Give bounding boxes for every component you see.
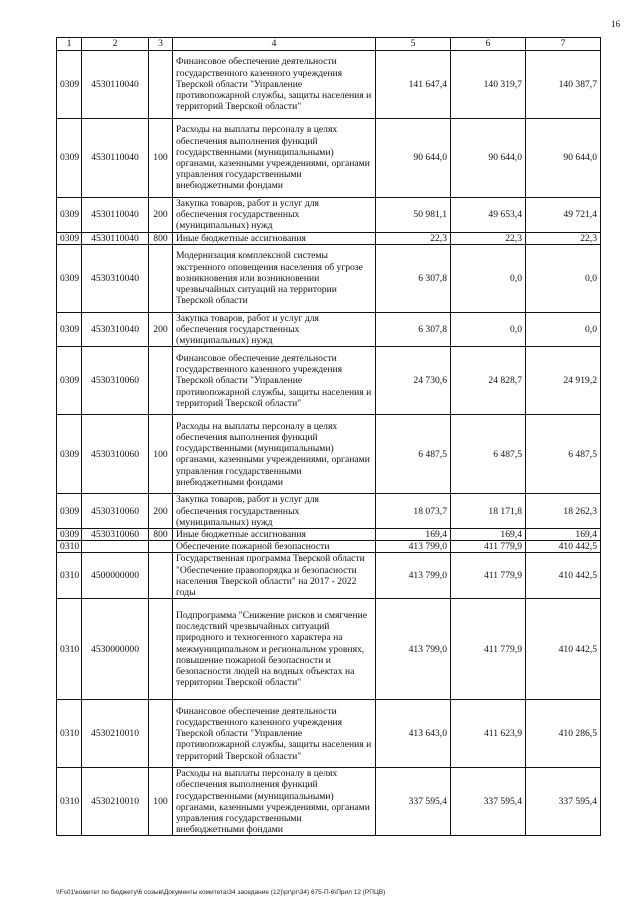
row-value-col7: 18 262,3 [526, 494, 601, 529]
header-col-5: 5 [376, 38, 451, 51]
table-header-row [57, 38, 601, 51]
table-row [57, 529, 601, 541]
row-expense-type: 800 [149, 529, 173, 541]
row-value-col7: 49 721,4 [526, 198, 601, 233]
row-value-col6: 0,0 [451, 312, 526, 347]
row-target-code: 4530110040 [82, 232, 149, 244]
row-section-code: 0310 [57, 599, 82, 700]
row-value-col7: 169,4 [526, 529, 601, 541]
row-value-col6: 169,4 [451, 529, 526, 541]
row-target-code [82, 541, 149, 553]
row-section-code: 0309 [57, 119, 82, 198]
row-value-col5: 169,4 [376, 529, 451, 541]
row-value-col6: 140 319,7 [451, 51, 526, 119]
row-target-code: 4530310040 [82, 312, 149, 347]
row-value-col5: 90 644,0 [376, 119, 451, 198]
row-section-code: 0310 [57, 553, 82, 599]
table-row [57, 347, 601, 415]
row-target-code: 4530310060 [82, 347, 149, 415]
header-col-3: 3 [149, 38, 173, 51]
table-row [57, 768, 601, 836]
row-value-col6: 0,0 [451, 244, 526, 312]
row-value-col6: 337 595,4 [451, 768, 526, 836]
row-expense-type [149, 700, 173, 768]
row-target-code: 4530000000 [82, 599, 149, 700]
row-description: Обеспечение пожарной безопасности [173, 541, 376, 553]
row-description: Модернизация комплексной системы экстренного оповещения населения об угрозе возникновения или возникновении чрезвычайных ситуаций на территории Тверской области [173, 244, 376, 312]
row-section-code: 0309 [57, 494, 82, 529]
budget-table [56, 37, 601, 836]
row-value-col7: 24 919,2 [526, 347, 601, 415]
row-value-col6: 18 171,8 [451, 494, 526, 529]
row-expense-type: 200 [149, 494, 173, 529]
row-value-col5: 337 595,4 [376, 768, 451, 836]
row-section-code: 0309 [57, 198, 82, 233]
row-expense-type [149, 599, 173, 700]
row-value-col5: 413 643,0 [376, 700, 451, 768]
row-value-col5: 24 730,6 [376, 347, 451, 415]
row-value-col7: 337 595,4 [526, 768, 601, 836]
row-value-col5: 413 799,0 [376, 541, 451, 553]
row-expense-type [149, 244, 173, 312]
row-target-code: 4530310060 [82, 415, 149, 494]
table-row [57, 415, 601, 494]
page-number: 16 [611, 19, 620, 29]
row-value-col5: 413 799,0 [376, 553, 451, 599]
row-value-col5: 6 487,5 [376, 415, 451, 494]
row-description: Расходы на выплаты персоналу в целях обеспечения выполнения функций государственными (муниципальными) органами, казенными учреждениями, органами управления государственными внебюджетными фондами [173, 119, 376, 198]
table-row [57, 198, 601, 233]
table-row [57, 232, 601, 244]
row-description: Закупка товаров, работ и услуг для обеспечения государственных (муниципальных) нужд [173, 312, 376, 347]
row-value-col5: 6 307,8 [376, 312, 451, 347]
row-value-col6: 22,3 [451, 232, 526, 244]
header-col-1: 1 [57, 38, 82, 51]
header-col-2: 2 [82, 38, 149, 51]
row-section-code: 0309 [57, 232, 82, 244]
row-value-col7: 410 442,5 [526, 541, 601, 553]
table-row [57, 312, 601, 347]
row-section-code: 0310 [57, 700, 82, 768]
row-description: Государственная программа Тверской области "Обеспечение правопорядка и безопасности населения Тверской области" на 2017 - 2022 годы [173, 553, 376, 599]
row-expense-type [149, 51, 173, 119]
row-section-code: 0309 [57, 51, 82, 119]
row-expense-type [149, 553, 173, 599]
row-target-code: 4500000000 [82, 553, 149, 599]
row-expense-type: 100 [149, 415, 173, 494]
row-description: Закупка товаров, работ и услуг для обеспечения государственных (муниципальных) нужд [173, 494, 376, 529]
row-target-code: 4530110040 [82, 51, 149, 119]
row-section-code: 0309 [57, 415, 82, 494]
row-section-code: 0309 [57, 529, 82, 541]
row-section-code: 0309 [57, 244, 82, 312]
row-description: Закупка товаров, работ и услуг для обеспечения государственных (муниципальных) нужд [173, 198, 376, 233]
header-col-7: 7 [526, 38, 601, 51]
row-value-col6: 90 644,0 [451, 119, 526, 198]
row-value-col6: 49 653,4 [451, 198, 526, 233]
row-value-col7: 140 387,7 [526, 51, 601, 119]
row-target-code: 4530110040 [82, 198, 149, 233]
row-value-col7: 410 442,5 [526, 599, 601, 700]
row-value-col7: 6 487,5 [526, 415, 601, 494]
row-target-code: 4530210010 [82, 768, 149, 836]
row-value-col6: 411 779,9 [451, 599, 526, 700]
row-value-col6: 24 828,7 [451, 347, 526, 415]
row-expense-type: 100 [149, 768, 173, 836]
table-row [57, 119, 601, 198]
row-description: Подпрограмма "Снижение рисков и смягчение последствий чрезвычайных ситуаций природного и техногенного характера на межмуниципальном и региональном уровнях, повышение пожарной безопасности и безопасности людей на водных объектах на территории Тверской области" [173, 599, 376, 700]
row-expense-type: 100 [149, 119, 173, 198]
row-description: Иные бюджетные ассигнования [173, 232, 376, 244]
row-value-col6: 411 623,9 [451, 700, 526, 768]
row-expense-type: 200 [149, 312, 173, 347]
row-value-col5: 50 981,1 [376, 198, 451, 233]
row-target-code: 4530210010 [82, 700, 149, 768]
row-value-col5: 413 799,0 [376, 599, 451, 700]
table-row [57, 494, 601, 529]
header-col-4: 4 [173, 38, 376, 51]
row-value-col5: 22,3 [376, 232, 451, 244]
row-value-col7: 410 286,5 [526, 700, 601, 768]
row-value-col6: 6 487,5 [451, 415, 526, 494]
table-row [57, 541, 601, 553]
row-expense-type [149, 541, 173, 553]
row-description: Расходы на выплаты персоналу в целях обеспечения выполнения функций государственными (муниципальными) органами, казенными учреждениями, органами управления государственными внебюджетными фондами [173, 415, 376, 494]
row-target-code: 4530310040 [82, 244, 149, 312]
row-value-col5: 18 073,7 [376, 494, 451, 529]
table-row [57, 700, 601, 768]
row-section-code: 0309 [57, 312, 82, 347]
table-row [57, 599, 601, 700]
row-value-col7: 0,0 [526, 244, 601, 312]
row-expense-type: 800 [149, 232, 173, 244]
row-description: Финансовое обеспечение деятельности государственного казенного учреждения Тверской области "Управление противопожарной службы, защиты населения и территорий Тверской области" [173, 51, 376, 119]
row-description: Расходы на выплаты персоналу в целях обеспечения выполнения функций государственными (муниципальными) органами, казенными учреждениями, органами управления государственными внебюджетными фондами [173, 768, 376, 836]
row-expense-type [149, 347, 173, 415]
row-description: Иные бюджетные ассигнования [173, 529, 376, 541]
row-section-code: 0310 [57, 768, 82, 836]
row-value-col7: 0,0 [526, 312, 601, 347]
file-path-footer: \\Fs01\комитет по бюджету\6 созыв\Документы комитета\34 заседание (12)\рг\рг\34) 675-П-6\Прил 12 (РПЦВ) [56, 889, 386, 896]
row-target-code: 4530110040 [82, 119, 149, 198]
row-value-col6: 411 779,9 [451, 541, 526, 553]
row-description: Финансовое обеспечение деятельности государственного казенного учреждения Тверской области "Управление противопожарной службы, защиты населения и территорий Тверской области" [173, 700, 376, 768]
row-value-col6: 411 779,9 [451, 553, 526, 599]
header-col-6: 6 [451, 38, 526, 51]
row-value-col5: 141 647,4 [376, 51, 451, 119]
row-value-col5: 6 307,8 [376, 244, 451, 312]
row-expense-type: 200 [149, 198, 173, 233]
table-row [57, 51, 601, 119]
row-section-code: 0310 [57, 541, 82, 553]
row-section-code: 0309 [57, 347, 82, 415]
row-value-col7: 410 442,5 [526, 553, 601, 599]
table-row [57, 553, 601, 599]
row-description: Финансовое обеспечение деятельности государственного казенного учреждения Тверской области "Управление противопожарной службы, защиты населения и территорий Тверской области" [173, 347, 376, 415]
table-body [57, 38, 601, 836]
row-value-col7: 90 644,0 [526, 119, 601, 198]
table-row [57, 244, 601, 312]
row-target-code: 4530310060 [82, 529, 149, 541]
row-target-code: 4530310060 [82, 494, 149, 529]
row-value-col7: 22,3 [526, 232, 601, 244]
